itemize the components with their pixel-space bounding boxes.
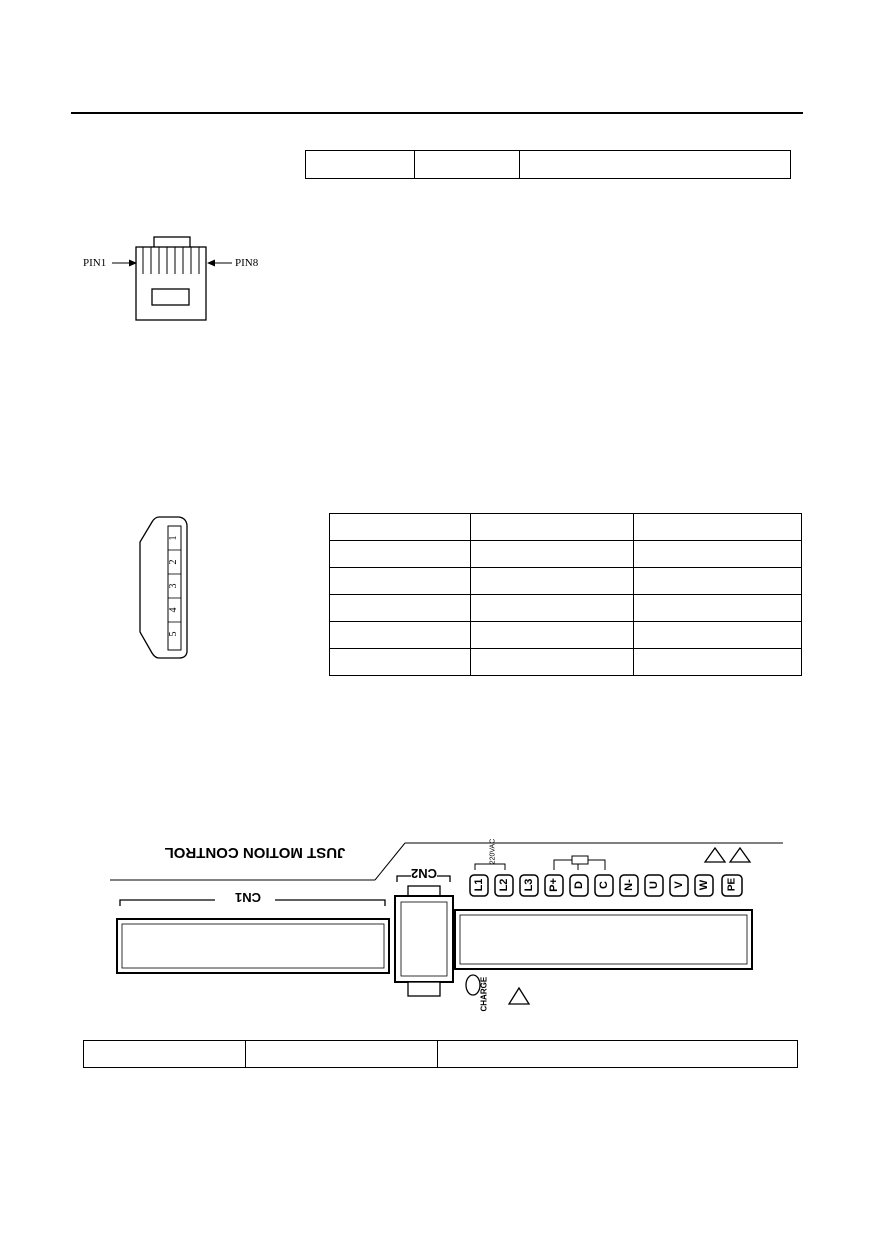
bottom-table [83,1040,798,1068]
mini-usb-connector-icon [130,512,195,662]
brand-text: JUST MOTION CONTROL [164,844,346,861]
drive-panel-diagram [105,838,785,1018]
terminal-l3-label: L3 [523,878,535,892]
table-cell [634,568,802,595]
terminal-p-plus-label: P+ [548,878,560,892]
table-cell [306,151,415,179]
table-cell [330,649,471,676]
terminal-w-label: W [698,879,710,891]
header-rule [71,112,803,114]
voltage-label: 220VAC [489,838,497,865]
panel-outline-icon [105,838,785,1018]
table-cell [330,514,471,541]
table-cell [634,514,802,541]
usb-pin-3-label: 3 [168,583,179,589]
mini-usb-connector-diagram [130,512,195,662]
table-cell [634,541,802,568]
terminal-c-label: C [598,881,610,889]
terminal-u-label: U [648,881,660,889]
table-cell [471,622,634,649]
table-cell [471,649,634,676]
table-cell [330,568,471,595]
usb-pin-4-label: 4 [168,607,179,613]
pin8-label: PIN8 [235,257,259,269]
usb-pin-5-label: 5 [168,631,179,637]
table-cell [415,151,520,179]
table-cell [471,541,634,568]
table-cell [84,1041,246,1068]
table-cell [471,595,634,622]
table-cell [438,1041,798,1068]
usb-pin-2-label: 2 [168,559,179,565]
cn2-label: CN2 [411,866,438,881]
table-cell [330,541,471,568]
terminal-v-label: V [673,881,685,889]
table-cell [634,595,802,622]
table-cell [520,151,791,179]
pin1-label: PIN1 [83,257,107,269]
table-cell [634,622,802,649]
table-cell [471,568,634,595]
rj45-connector-diagram [80,232,280,332]
table-cell [471,514,634,541]
terminal-l2-label: L2 [498,878,510,892]
top-table [305,150,791,179]
table-cell [330,622,471,649]
rj45-connector-icon [80,232,280,332]
terminal-l1-label: L1 [473,878,485,892]
table-cell [634,649,802,676]
terminal-pe-label: PE [726,877,738,892]
table-cell [246,1041,438,1068]
pin-table [329,513,802,676]
cn1-label: CN1 [235,890,262,905]
usb-pin-1-label: 1 [168,535,179,541]
charge-label: CHARGE [479,976,489,1012]
terminal-d-label: D [573,881,585,889]
table-cell [330,595,471,622]
terminal-n-minus-label: N- [623,879,635,891]
